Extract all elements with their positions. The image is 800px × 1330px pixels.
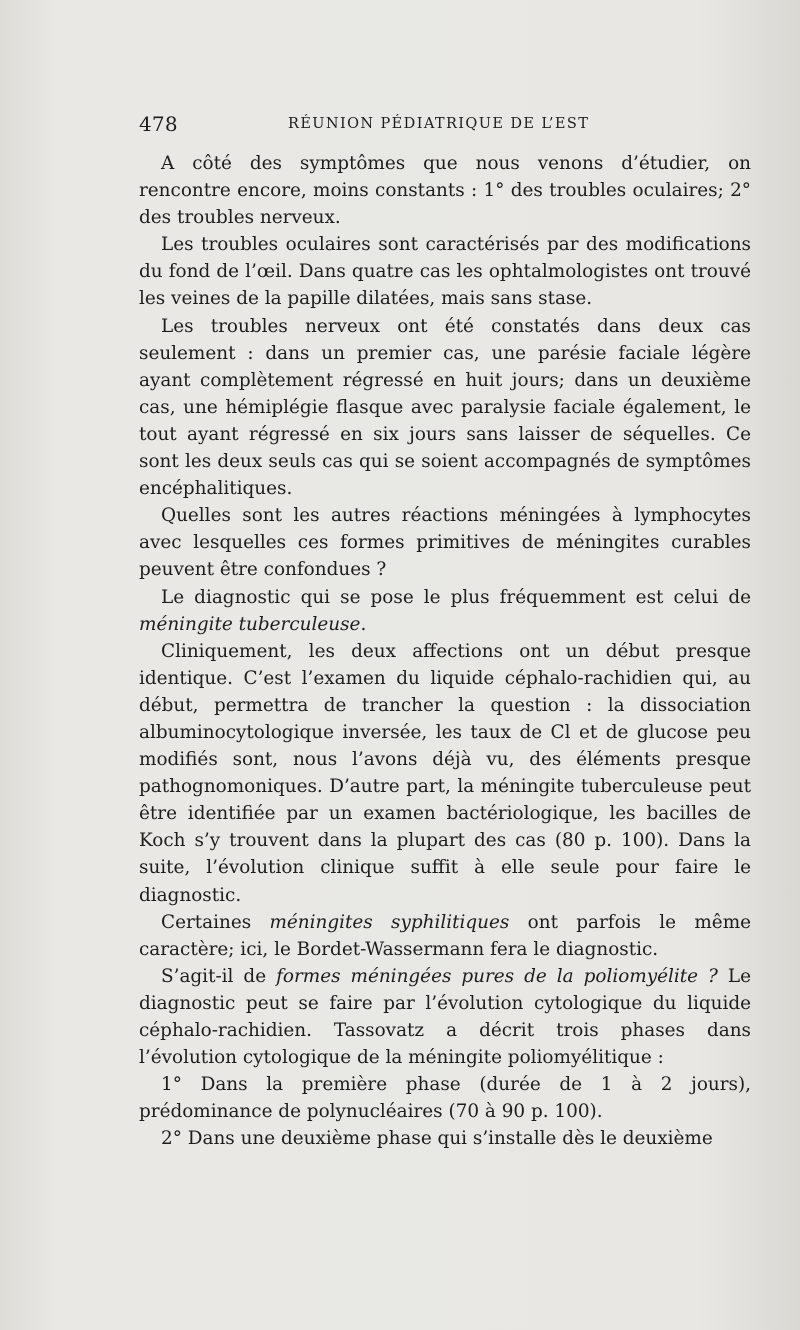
paragraph-text: S’agit-il de	[161, 965, 277, 987]
paragraph-text: .	[360, 613, 367, 635]
paragraph-first-phase: 1° Dans la première phase (durée de 1 à 2 jours), prédominance de polynucléaires (70 à 90 p. 100).	[139, 1074, 751, 1123]
page-number: 478	[139, 112, 178, 136]
paragraph-ocular-troubles: Les troubles oculaires sont caractérisés par des modifications du fond de l’œil. Dans quatre cas les ophtalmologistes ont trouvé les veines de la papille dilatées, mais sans stase.	[139, 234, 751, 310]
paragraph-syphilitic	[139, 909, 751, 963]
italic-term: formes méningées pures de la poliomyélite ?	[276, 965, 718, 987]
paragraph-text: Le diagnostic peut se faire par l’évolution cytologique du liquide céphalo-rachidien. Tassovatz a décrit trois phases dans l’évolution cytologique de la méningite poliomyélitique :	[139, 965, 751, 1069]
paragraph-side-symptoms: A côté des symptômes que nous venons d’étudier, on rencontre encore, moins constants : 1° des troubles oculaires; 2° des troubles nerveux.	[139, 153, 751, 229]
page-header	[139, 112, 751, 142]
paragraph-nervous-troubles: Les troubles nerveux ont été constatés dans deux cas seulement : dans un premier cas, une parésie faciale légère ayant complètement régressé en huit jours; dans un deuxième cas, une hémiplégie flasque avec paralysie faciale également, le tout ayant régressé en six jours sans laisser de séquelles. Ce sont les deux seuls cas qui se soient accompagnés de symptômes encéphalitiques.	[139, 315, 751, 500]
paragraph-text: ont parfois le même caractère; ici, le Bordet-Wassermann fera le diagnostic.	[139, 911, 752, 960]
paragraph-diagnostic-tuberculosis	[139, 584, 751, 638]
paragraph-poliomyelitis	[139, 963, 751, 1071]
paragraph-clinical: Cliniquement, les deux affections ont un début presque identique. C’est l’examen du liquide céphalo-rachidien qui, au début, permettra de trancher la question : la dissociation albuminocytologique inversée, les taux de Cl et de glucose peu modifiés sont, nous l’avons déjà vu, des éléments presque pathognomoniques. D’autre part, la méningite tuberculeuse peut être identifiée par un examen bactériologique, les bacilles de Koch s’y trouvent dans la plupart des cas (80 p. 100). Dans la suite, l’évolution clinique suffit à elle seule pour faire le diagnostic.	[139, 640, 751, 906]
italic-term: méningites syphilitiques	[269, 911, 510, 933]
paragraph-text: Certaines	[161, 911, 270, 933]
paragraph-text: Le diagnostic qui se pose le plus fréquemment est celui de	[161, 586, 751, 608]
running-title: RÉUNION PÉDIATRIQUE DE L’EST	[288, 116, 590, 132]
paragraph-second-phase: 2° Dans une deuxième phase qui s’installe dès le deuxième	[161, 1128, 713, 1150]
body-text	[139, 150, 751, 1152]
italic-term: méningite tuberculeuse	[139, 613, 361, 635]
paragraph-other-reactions: Quelles sont les autres réactions méningées à lymphocytes avec lesquelles ces formes primitives de méningites curables peuvent être confondues ?	[139, 505, 751, 581]
